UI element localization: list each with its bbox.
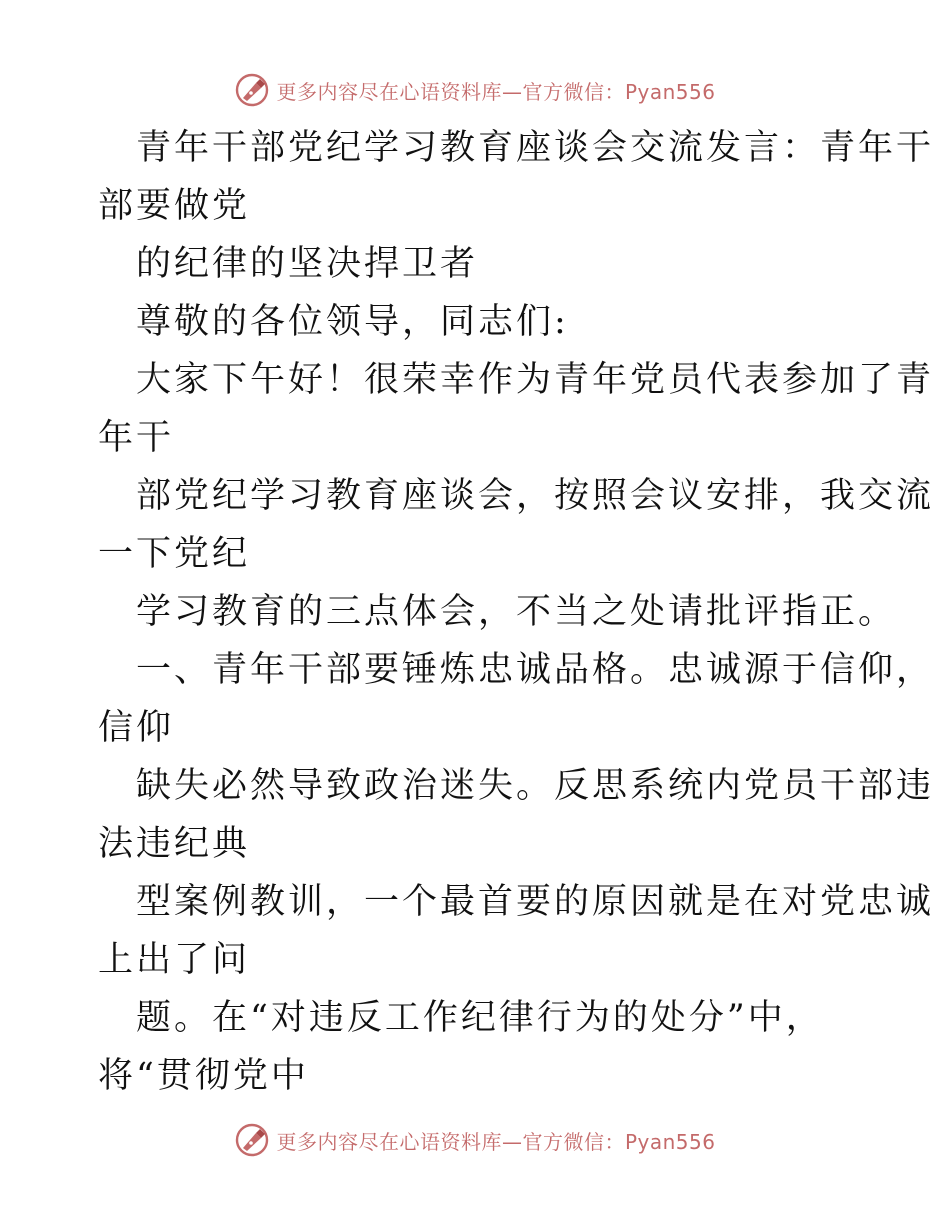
text-line: 法违纪典 (98, 824, 251, 864)
text-line: 部要做党 (98, 186, 251, 226)
header-watermark-text: 更多内容尽在心语资料库—官方微信：Pyan556 (276, 79, 716, 104)
text-line: 将“贯彻党中 (98, 1056, 309, 1096)
text-line: 部党纪学习教育座谈会，按照会议安排，我交流 (136, 476, 935, 516)
text-line: 信仰 (98, 708, 175, 748)
footer-watermark-text: 更多内容尽在心语资料库—官方微信：Pyan556 (276, 1129, 716, 1154)
pen-nib-circle-icon (234, 1122, 270, 1158)
text-line: 一、青年干部要锤炼忠诚品格。忠诚源于信仰， (136, 650, 935, 690)
text-line: 缺失必然导致政治迷失。反思系统内党员干部违 (136, 766, 935, 806)
header-watermark-content (234, 72, 715, 108)
text-line: 大家下午好！很荣幸作为青年党员代表参加了青 (136, 360, 935, 400)
text-line: 青年干部党纪学习教育座谈会交流发言：青年干 (136, 128, 935, 168)
text-line: 学习教育的三点体会，不当之处请批评指正。 (136, 592, 897, 632)
text-line: 尊敬的各位领导，同志们: (136, 302, 569, 342)
text-line: 上出了问 (98, 940, 251, 980)
text-line: 题。在“对违反工作纪律行为的处分”中， (136, 998, 824, 1038)
text-line: 一下党纪 (98, 534, 251, 574)
document-body (98, 119, 935, 1105)
text-line: 的纪律的坚决捍卫者 (136, 244, 479, 284)
header-watermark (0, 68, 950, 112)
footer-watermark (0, 1118, 950, 1162)
footer-watermark-content (234, 1122, 715, 1158)
text-line: 型案例教训，一个最首要的原因就是在对党忠诚 (136, 882, 935, 922)
text-line: 年干 (98, 418, 175, 458)
pen-nib-circle-icon (234, 72, 270, 108)
